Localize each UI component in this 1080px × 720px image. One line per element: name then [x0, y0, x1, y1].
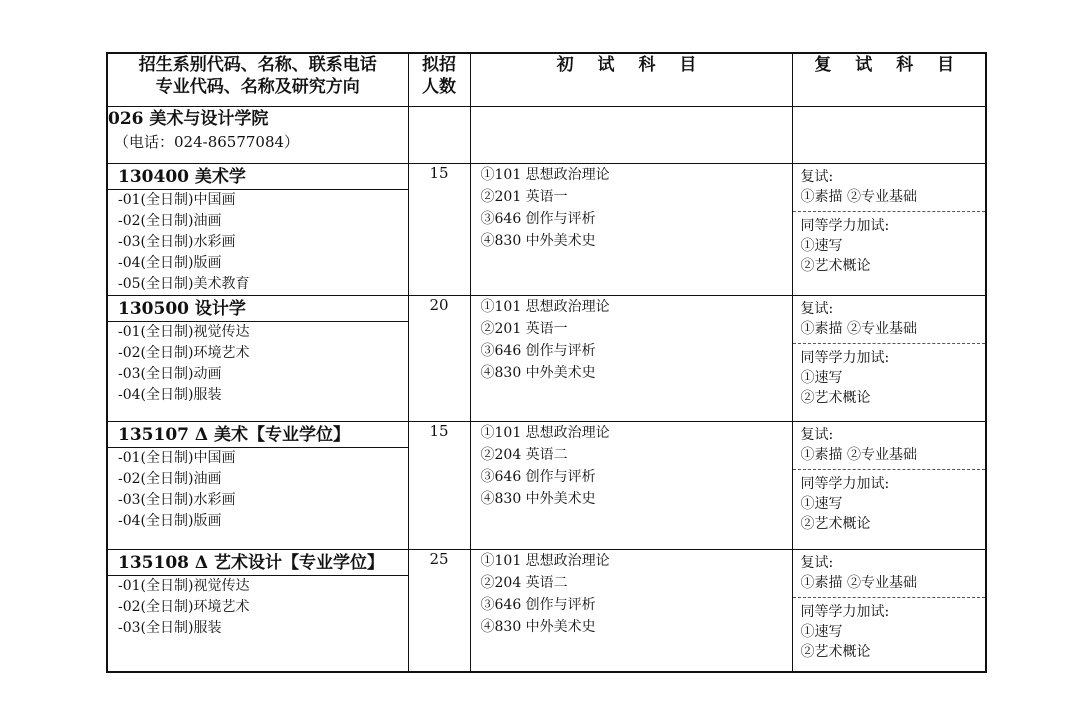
research-direction: -01(全日制)中国画	[118, 192, 236, 208]
enrollment-count: 15	[408, 422, 470, 550]
header-program: 招生系别代码、名称、联系电话 专业代码、名称及研究方向	[107, 53, 408, 107]
retest-cell	[792, 550, 986, 672]
major-row	[107, 422, 986, 550]
enrollment-count: 20	[408, 296, 470, 422]
major-row	[107, 164, 986, 296]
research-direction: -04(全日制)版画	[118, 513, 222, 529]
extra-test-item: ②艺术概论	[800, 644, 871, 660]
major-cell	[107, 296, 408, 422]
department-title: 026 美术与设计学院	[108, 109, 269, 129]
retest-label: 复试:	[800, 301, 834, 317]
department-retest-empty	[792, 107, 986, 164]
enrollment-count: 15	[408, 164, 470, 296]
exam-subject: ②201 英语一	[480, 321, 568, 337]
research-direction: -05(全日制)美术教育	[118, 276, 250, 292]
extra-test-item: ①速写	[800, 496, 843, 512]
exam-subject: ④830 中外美术史	[480, 365, 596, 381]
major-row	[107, 550, 986, 672]
research-direction: -04(全日制)服装	[118, 387, 222, 403]
research-direction: -03(全日制)服装	[118, 620, 222, 636]
exam-subject: ④830 中外美术史	[480, 491, 596, 507]
exam-subject: ②204 英语二	[480, 447, 568, 463]
header-row	[107, 53, 986, 107]
exam-subject: ②201 英语一	[480, 189, 568, 205]
major-cell	[107, 164, 408, 296]
retest-subjects: ①素描 ②专业基础	[800, 189, 917, 205]
department-count-empty	[408, 107, 470, 164]
exam-subject: ②204 英语二	[480, 575, 568, 591]
extra-test-item: ①速写	[800, 238, 843, 254]
extra-test-block	[793, 344, 986, 410]
research-direction: -02(全日制)环境艺术	[118, 599, 250, 615]
exam-subject: ①101 思想政治理论	[480, 167, 610, 183]
exam-subject: ③646 创作与评析	[480, 343, 596, 359]
major-name: 130400 美术学	[108, 164, 408, 190]
retest-label: 复试:	[800, 169, 834, 185]
retest-block	[793, 164, 986, 212]
extra-test-item: ②艺术概论	[800, 258, 871, 274]
research-direction: -03(全日制)动画	[118, 366, 222, 382]
major-cell	[107, 550, 408, 672]
research-direction: -04(全日制)版画	[118, 255, 222, 271]
extra-test-label: 同等学力加试:	[800, 476, 890, 492]
department-phone: （电话：024-86577084）	[114, 133, 300, 151]
extra-test-item: ②艺术概论	[800, 516, 871, 532]
retest-subjects: ①素描 ②专业基础	[800, 321, 917, 337]
research-direction: -01(全日制)视觉传达	[118, 578, 250, 594]
extra-test-block	[793, 598, 986, 664]
major-row	[107, 296, 986, 422]
research-direction: -02(全日制)油画	[118, 471, 222, 487]
extra-test-item: ①速写	[800, 624, 843, 640]
major-cell	[107, 422, 408, 550]
header-initial-exam: 初 试 科 目	[470, 53, 792, 107]
header-retest: 复 试 科 目	[792, 53, 986, 107]
retest-label: 复试:	[800, 555, 834, 571]
retest-cell	[792, 296, 986, 422]
enrollment-count: 25	[408, 550, 470, 672]
extra-test-item: ①速写	[800, 370, 843, 386]
exam-subject: ①101 思想政治理论	[480, 425, 610, 441]
extra-test-label: 同等学力加试:	[800, 350, 890, 366]
exam-subject: ④830 中外美术史	[480, 233, 596, 249]
retest-block	[793, 550, 986, 598]
research-direction: -01(全日制)视觉传达	[118, 324, 250, 340]
major-name: 135108 Δ 艺术设计【专业学位】	[108, 550, 408, 576]
department-cell	[107, 107, 408, 164]
department-row	[107, 107, 986, 164]
retest-block	[793, 422, 986, 470]
research-direction: -02(全日制)环境艺术	[118, 345, 250, 361]
major-name: 135107 Δ 美术【专业学位】	[108, 422, 408, 448]
extra-test-label: 同等学力加试:	[800, 218, 890, 234]
initial-exam-cell	[470, 550, 792, 672]
extra-test-label: 同等学力加试:	[800, 604, 890, 620]
admissions-table	[106, 52, 987, 673]
research-direction: -03(全日制)水彩画	[118, 234, 236, 250]
research-direction: -03(全日制)水彩画	[118, 492, 236, 508]
exam-subject: ④830 中外美术史	[480, 619, 596, 635]
exam-subject: ①101 思想政治理论	[480, 553, 610, 569]
initial-exam-cell	[470, 296, 792, 422]
retest-subjects: ①素描 ②专业基础	[800, 575, 917, 591]
exam-subject: ③646 创作与评析	[480, 469, 596, 485]
exam-subject: ③646 创作与评析	[480, 211, 596, 227]
extra-test-block	[793, 470, 986, 536]
retest-subjects: ①素描 ②专业基础	[800, 447, 917, 463]
major-name: 130500 设计学	[108, 296, 408, 322]
retest-cell	[792, 422, 986, 550]
retest-cell	[792, 164, 986, 296]
initial-exam-cell	[470, 164, 792, 296]
retest-label: 复试:	[800, 427, 834, 443]
extra-test-block	[793, 212, 986, 278]
research-direction: -01(全日制)中国画	[118, 450, 236, 466]
retest-block	[793, 296, 986, 344]
department-subjects-empty	[470, 107, 792, 164]
extra-test-item: ②艺术概论	[800, 390, 871, 406]
exam-subject: ①101 思想政治理论	[480, 299, 610, 315]
research-direction: -02(全日制)油画	[118, 213, 222, 229]
exam-subject: ③646 创作与评析	[480, 597, 596, 613]
initial-exam-cell	[470, 422, 792, 550]
header-count: 拟招 人数	[408, 53, 470, 107]
